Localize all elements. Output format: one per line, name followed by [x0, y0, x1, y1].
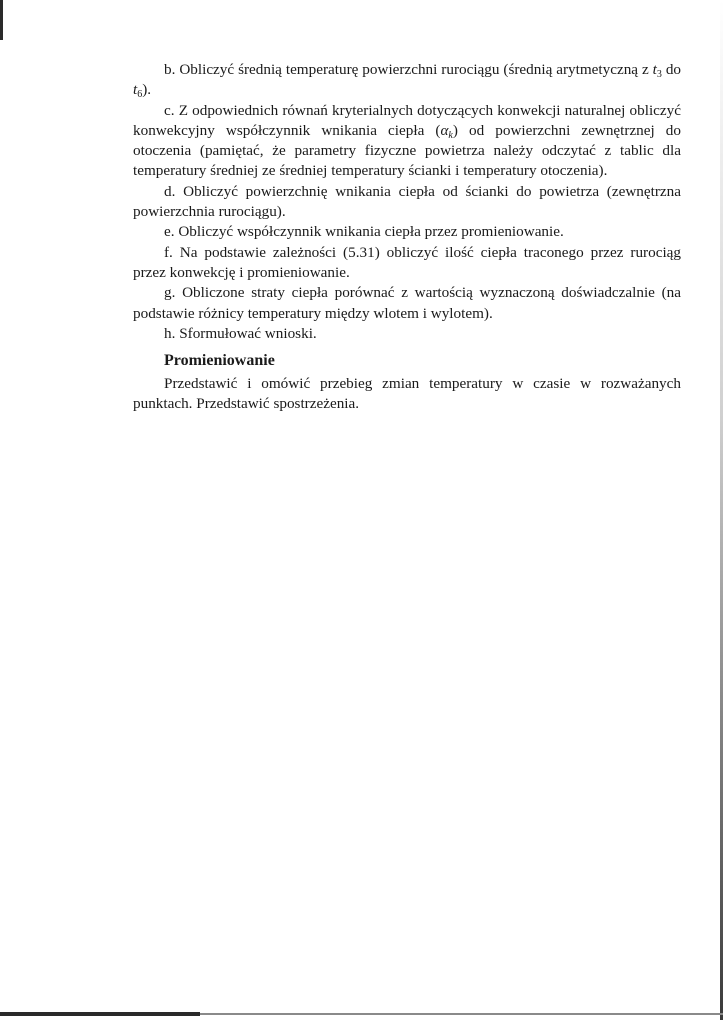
- section-paragraph: Przedstawić i omówić przebieg zmian temperatury w czasie w rozważanych punktach. Przedstawić spostrzeżenia.: [133, 375, 681, 413]
- item-c-end: ) od powierzchni zewnętrznej do otoczenia (pamiętać, że parametry fizyczne powietrza należy odczytać z tablic dla temperatury średniej ze średniej temperatury ścianki i temperatury otoczenia).: [133, 121, 681, 180]
- scan-edge-mark-left: [0, 0, 3, 40]
- scan-edge-line-bottom: [200, 1013, 723, 1015]
- list-item-b: [133, 60, 681, 101]
- symbol-alpha: α: [440, 121, 449, 139]
- scan-edge-mark-bottom: [0, 1012, 200, 1016]
- section-heading: Promieniowanie: [164, 352, 275, 370]
- subscript-6: 6: [137, 89, 143, 101]
- subscript-3: 3: [656, 69, 662, 80]
- subscript-k: k: [448, 129, 453, 141]
- document-body: [133, 60, 681, 415]
- list-item-d: d. Obliczyć powierzchnię wnikania ciepła od ścianki do powietrza (zewnętrzna powierzchnia rurociągu).: [133, 182, 681, 221]
- list-item-c: [133, 101, 681, 182]
- list-item-f: f. Na podstawie zależności (5.31) obliczyć ilość ciepła traconego przez rurociąg przez konwekcję i promieniowanie.: [133, 243, 681, 281]
- list-item-h: h. Sformułować wnioski.: [164, 324, 317, 342]
- item-b-text: b. Obliczyć średnią temperaturę powierzchni rurociągu (średnią arytmetyczną z: [164, 61, 653, 78]
- item-b-connector: do: [661, 61, 682, 78]
- list-item-e: e. Obliczyć współczynnik wnikania ciepła przez promieniowanie.: [164, 223, 564, 241]
- symbol-t3: t: [652, 61, 657, 78]
- symbol-t6: t: [133, 81, 138, 99]
- item-b-end: ).: [142, 81, 152, 99]
- list-item-g: g. Obliczone straty ciepła porównać z wartością wyznaczoną doświadczalnie (na podstawie różnicy temperatury między wlotem i wylotem).: [133, 284, 681, 322]
- item-c-text: c. Z odpowiednich równań kryterialnych dotyczących konwekcji naturalnej obliczyć konwekcyjny współczynnik wnikania ciepła (: [133, 101, 681, 139]
